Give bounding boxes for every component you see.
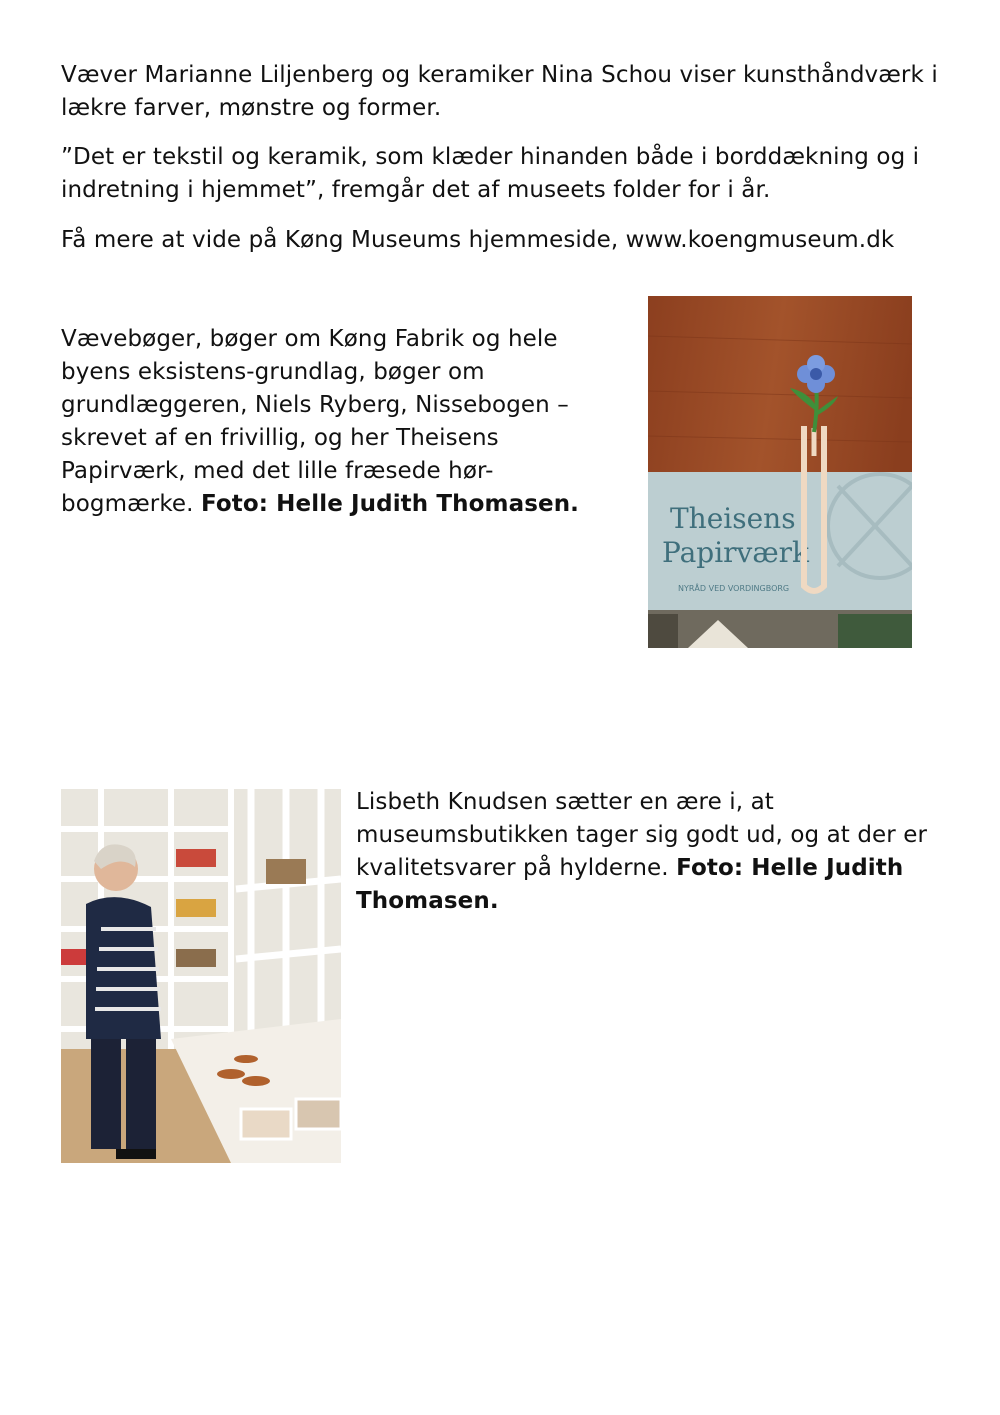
caption-text: Lisbeth Knudsen sætter en ære i, at museumsbutikken tager sig godt ud, og at der er kvalitetsvarer på hylderne. <box>356 789 928 881</box>
book-subtitle: NYRÅD VED VORDINGBORG <box>678 584 790 593</box>
photo-caption-shop <box>356 786 956 918</box>
photo-credit: Foto: Helle Judith Thomasen. <box>201 491 580 517</box>
photo-caption-books <box>61 323 621 521</box>
intro-paragraph-1: Væver Marianne Liljenberg og keramiker Nina Schou viser kunsthåndværk i lækre farver, mønstre og former. <box>61 62 938 121</box>
intro-paragraph-2: ”Det er tekstil og keramik, som klæder hinanden både i borddækning og i indretning i hjemmet”, fremgår det af museets folder for i år. <box>61 144 920 203</box>
photo-theisens-book-bookmark <box>648 296 912 648</box>
photo-museum-shop <box>61 789 341 1163</box>
caption-text: Vævebøger, bøger om Køng Fabrik og hele byens eksistens-grundlag, bøger om grundlæggeren, Niels Ryberg, Nissebogen – skrevet af en frivillig, og her Theisens Papirværk, med det lille fræsede hør-bogmærke. <box>61 326 569 517</box>
book-title-line1: Theisens <box>670 502 796 535</box>
book-title-line2: Papirværk <box>662 536 810 569</box>
intro-paragraph-3: Få mere at vide på Køng Museums hjemmeside, www.koengmuseum.dk <box>61 227 895 253</box>
photo-credit: Foto: Helle Judith Thomasen. <box>356 855 904 914</box>
